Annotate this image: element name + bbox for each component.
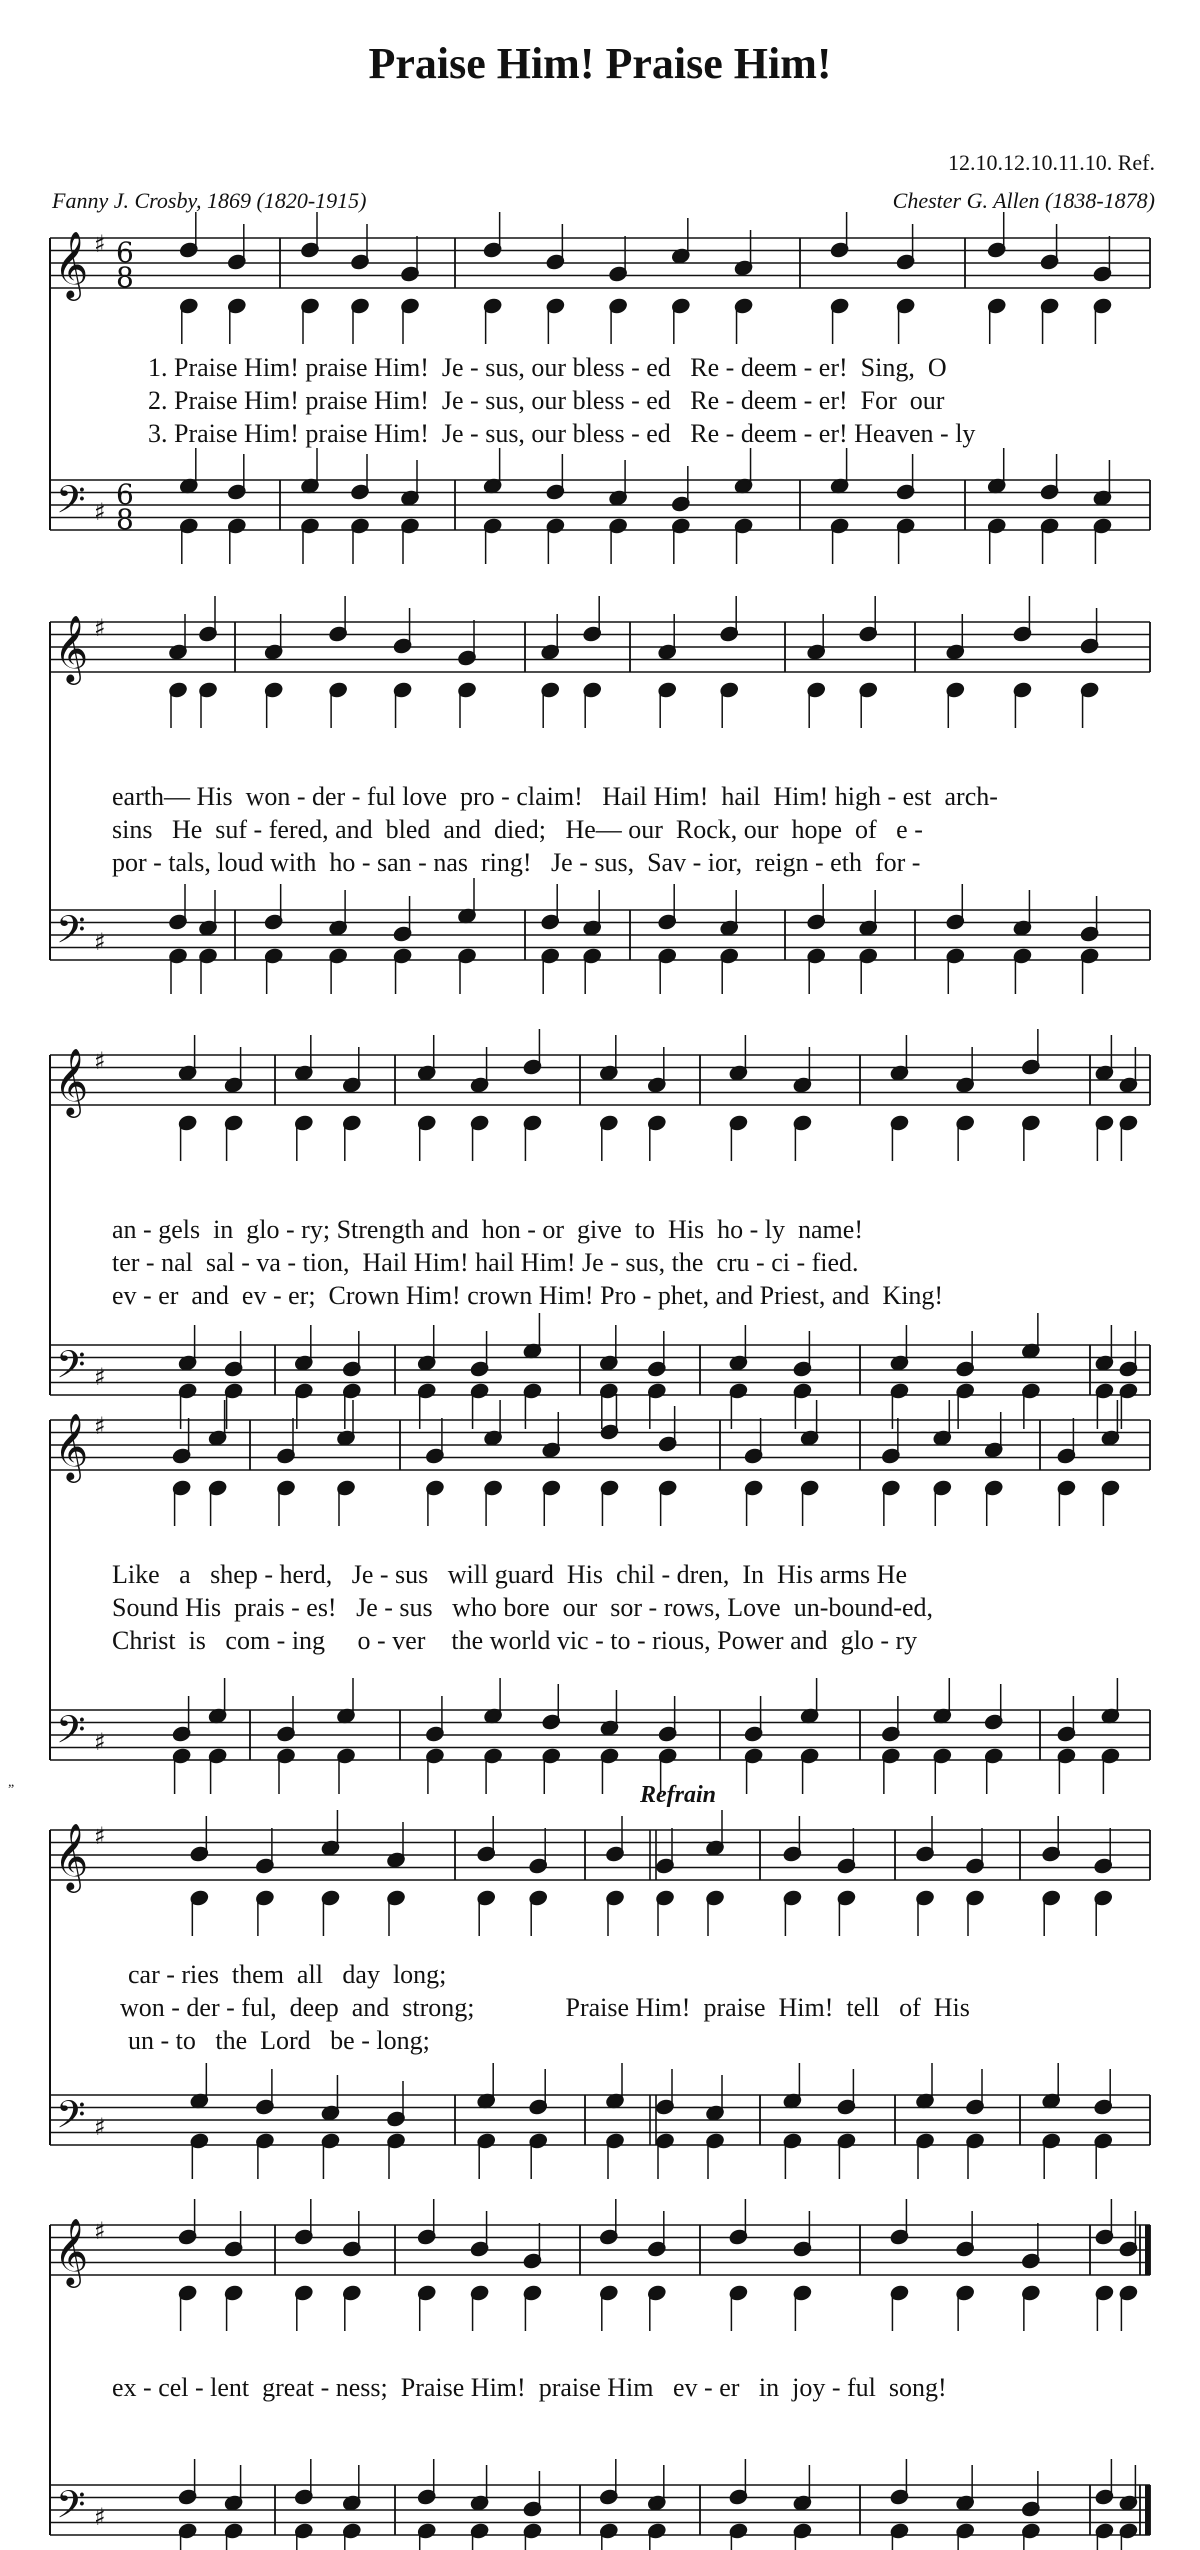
sharp-key-signature: ♯	[94, 614, 106, 642]
bass-clef: 𝄢	[56, 2482, 86, 2536]
sharp-key-signature: ♯	[94, 1047, 106, 1075]
time-signature-top: 6	[116, 236, 134, 269]
composer-credit: Chester G. Allen (1838-1878)	[892, 188, 1155, 213]
lyric-line-verse-1: car - ries them all day long;	[128, 1960, 447, 1989]
lyric-line-verse-3: un - to the Lord be - long;	[128, 2026, 430, 2055]
hymn-title: Praise Him! Praise Him!	[368, 39, 832, 88]
treble-clef: 𝄞	[54, 1412, 89, 1480]
lyric-line-refrain: ex - cel - lent great - ness; Praise Him! praise Him ev - er in joy - ful song!	[112, 2373, 947, 2402]
sharp-key-signature: ♯	[94, 928, 106, 956]
lyric-line-verse-1: 1. Praise Him! praise Him! Je - sus, our bless - ed Re - deem - er! Sing, O	[148, 353, 947, 382]
treble-clef: 𝄞	[54, 1822, 89, 1890]
lyric-line-verse-2: won - der - ful, deep and strong; Praise Him! praise Him! tell of His	[120, 1993, 970, 2022]
bass-clef: 𝄢	[56, 907, 86, 961]
lyric-line-verse-2: 2. Praise Him! praise Him! Je - sus, our bless - ed Re - deem - er! For our	[148, 386, 945, 415]
treble-clef: 𝄞	[54, 230, 89, 298]
treble-clef: 𝄞	[54, 614, 89, 682]
lyric-line-verse-1: an - gels in glo - ry; Strength and hon - or give to His ho - ly name!	[112, 1215, 863, 1244]
sharp-key-signature: ♯	[94, 230, 106, 258]
sharp-key-signature: ♯	[94, 1822, 106, 1850]
margin-mark: „	[8, 1775, 15, 1790]
lyric-line-verse-3: 3. Praise Him! praise Him! Je - sus, our bless - ed Re - deem - er! Heaven - ly	[148, 419, 976, 448]
sharp-key-signature: ♯	[94, 498, 106, 526]
time-signature-bottom: 8	[116, 261, 134, 294]
lyric-line-verse-3: ev - er and ev - er; Crown Him! crown Him! Pro - phet, and Priest, and King!	[112, 1281, 944, 1310]
sharp-key-signature: ♯	[94, 2503, 106, 2531]
sharp-key-signature: ♯	[94, 1728, 106, 1756]
treble-clef: 𝄞	[54, 1047, 89, 1115]
time-signature-bottom: 8	[116, 503, 134, 536]
final-barline	[1145, 2485, 1150, 2535]
sharp-key-signature: ♯	[94, 1412, 106, 1440]
bass-clef: 𝄢	[56, 477, 86, 531]
final-barline	[1145, 2225, 1150, 2275]
sharp-key-signature: ♯	[94, 2217, 106, 2245]
lyric-line-verse-2: Sound His prais - es! Je - sus who bore our sor - rows, Love un-bound-ed,	[112, 1593, 934, 1622]
treble-clef: 𝄞	[54, 2217, 89, 2285]
author-credit: Fanny J. Crosby, 1869 (1820-1915)	[52, 188, 367, 213]
sharp-key-signature: ♯	[94, 2113, 106, 2141]
bass-clef: 𝄢	[56, 1707, 86, 1761]
bass-clef: 𝄢	[56, 1342, 86, 1396]
lyric-line-verse-3: por - tals, loud with ho - san - nas ring! Je - sus, Sav - ior, reign - eth for -	[112, 848, 921, 877]
meter-label: 12.10.12.10.11.10. Ref.	[948, 150, 1155, 175]
lyric-line-verse-2: ter - nal sal - va - tion, Hail Him! hail Him! Je - sus, the cru - ci - fied.	[112, 1248, 859, 1277]
bass-clef: 𝄢	[56, 2092, 86, 2146]
time-signature-top: 6	[116, 478, 134, 511]
lyric-line-verse-1: Like a shep - herd, Je - sus will guard His chil - dren, In His arms He	[112, 1560, 907, 1589]
refrain-label: Refrain	[640, 1782, 717, 1808]
sharp-key-signature: ♯	[94, 1363, 106, 1391]
lyric-line-verse-3: Christ is com - ing o - ver the world vic - to - rious, Power and glo - ry	[112, 1626, 918, 1655]
lyric-line-verse-1: earth— His won - der - ful love pro - claim! Hail Him! hail Him! high - est arch-	[112, 782, 998, 811]
lyric-line-verse-2: sins He suf - fered, and bled and died; He— our Rock, our hope of e -	[112, 815, 923, 844]
